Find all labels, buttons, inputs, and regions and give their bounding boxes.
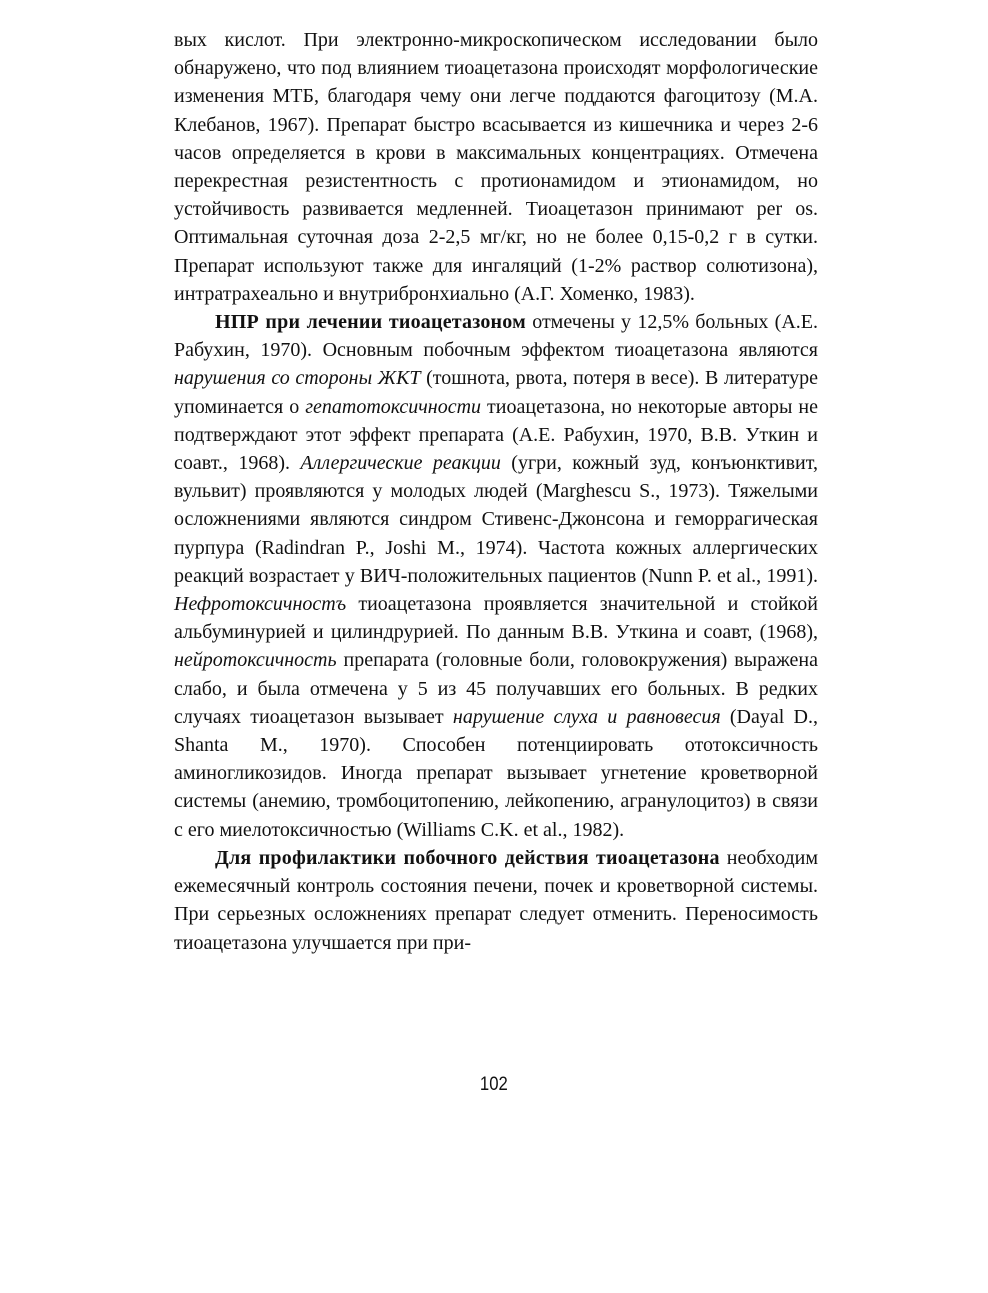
emphasis-neurotoxicity: нейротоксичность [174, 649, 337, 672]
paragraph-text: препарата (головные боли, головокружения) выражена слабо, и была отмечена у 5 из 45 получавших его больных. В редких случаях тиоацетазон вызывает [174, 649, 818, 728]
heading-prevention: Для профилактики побочного действия тиоацетазона [215, 846, 720, 869]
emphasis-allergic-reactions: Аллергические реакции [300, 452, 501, 475]
paragraph-pharmacology [174, 26, 818, 308]
paragraph-text: необходим ежемесячный контроль состояния печени, почек и кроветворной системы. При серьезных осложнениях препарат следует отменить. Переносимость тиоацетазона улучшается при при- [174, 846, 818, 954]
emphasis-hepatotoxicity: гепатотоксичности [305, 395, 482, 418]
emphasis-gi-disorders: нарушения со стороны ЖКТ [174, 367, 421, 390]
paragraph-text: тиоацетазона, но некоторые авторы не подтверждают этот эффект препарата (А.Е. Рабухин, 1970, В.В. Уткин и соавт., 1968). [174, 395, 819, 475]
paragraph-text: (угри, кожный зуд, конъюнктивит, вульвит) проявляются у молодых людей (Marghescu S., 1973). Тяжелыми осложнениями являются синдром Стивенс-Джонсона и геморрагическая пурпура (Radindran P., Joshi M., 1974). Частота кожных аллергических реакций возрастает у ВИЧ-положительных пациентов (Nunn P. et al., 1991). [174, 452, 818, 587]
paragraph-text: отмечены у 12,5% больных (А.Е. Рабухин, 1970). Основным побочным эффектом тиоацетазона являются [174, 311, 818, 362]
paragraph-prevention [174, 844, 818, 957]
emphasis-hearing-balance: нарушение слуха и равновесия [452, 705, 721, 728]
emphasis-nephrotoxicity: Нефротоксичностъ [174, 593, 347, 616]
paragraph-text: (тошнота, рвота, потеря в весе). В литературе упоминается о [174, 367, 819, 418]
paragraph-text: тиоацетазона проявляется значительной и стойкой альбуминурией и цилиндрурией. По данным В.В. Уткина и соавт, (1968), [174, 593, 818, 644]
paragraph-text: вых кислот. При электронно-микроскопическом исследовании было обнаружено, что под влиянием тиоацетазона происходят морфологические изменения МТБ, благодаря чему они легче поддаются фагоцитозу (М.А. Клебанов, 1967). Препарат быстро всасывается из кишечника и через 2-6 часов определяется в крови в максимальных концентрациях. Отмечена перекрестная резистентность с протионамидом и этионамидом, но устойчивость развивается медленней. Тиоацетазон принимают per os. Оптимальная суточная доза 2-2,5 мг/кг, но не более 0,15-0,2 г в сутки. Препарат используют также для ингаляций (1-2% раствор солютизона), интратрахеально и внутрибронхиально (А.Г. Хоменко, 1983). [174, 29, 818, 305]
heading-adverse-reactions: НПР при лечении тиоацетазоном [215, 311, 526, 334]
paragraph-adverse-reactions [174, 308, 818, 844]
page-body [174, 26, 818, 957]
page-number: 102 [479, 1074, 508, 1095]
paragraph-text: (Dayal D., Shanta M., 1970). Способен потенциировать ототоксичность аминогликозидов. Иногда препарат вызывает угнетение кроветворной системы (анемию, тромбоцитопению, лейкопению, агранулоцитоз) в связи с его миелотоксичностью (Williams C.K. et al., 1982). [174, 705, 818, 841]
